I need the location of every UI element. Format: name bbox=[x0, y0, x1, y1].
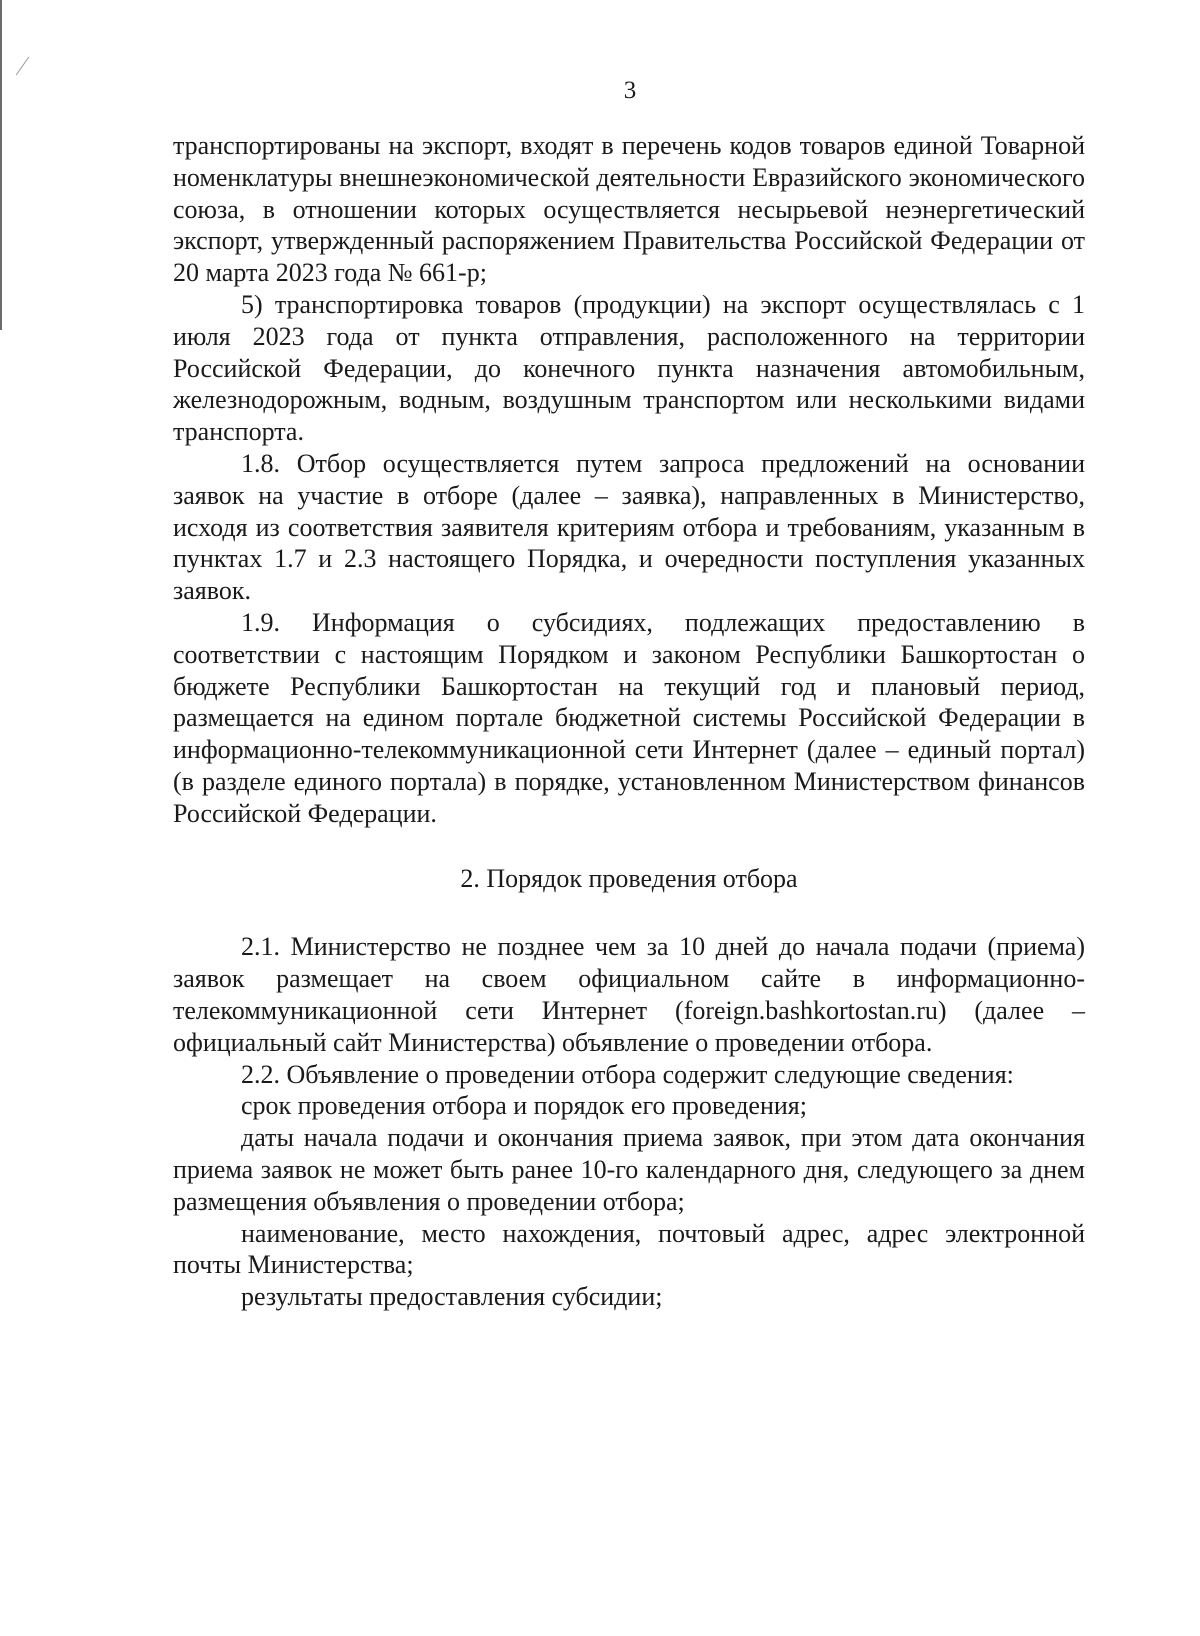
paragraph: 2.2. Объявление о проведении отбора содержит следующие сведения: bbox=[241, 1059, 1014, 1089]
paragraph: даты начала подачи и окончания приема заявок, при этом дата окончания приема заявок не может быть ранее 10-го календарного дня, следующего за днем размещения объявления о проведении отбора; bbox=[173, 1123, 1085, 1216]
scan-mark bbox=[16, 57, 29, 76]
page-number: 3 bbox=[623, 77, 637, 104]
paragraph: 2.1. Министерство не позднее чем за 10 дней до начала подачи (приема) заявок размещает на своем официальном сайте в информационно-телекоммуникационной сети Интернет (foreign.bashkortostan.ru) (далее – официальный сайт Министерства) объявление о проведении отбора. bbox=[173, 932, 1085, 1057]
paragraph: транспортированы на экспорт, входят в перечень кодов товаров единой Товарной номенклатуры внешнеэкономической деятельности Евразийского экономического союза, в отношении которых осуществляется несырьевой неэнергетический экспорт, утвержденный распоряжением Правительства Российской Федерации от 20 марта 2023 года № 661-р; bbox=[173, 131, 1085, 288]
section-heading: 2. Порядок проведения отбора bbox=[460, 863, 798, 893]
paragraph: 1.9. Информация о субсидиях, подлежащих предоставлению в соответствии с настоящим Порядком и законом Республики Башкортостан о бюджете Республики Башкортостан на текущий год и плановый период, размещается на едином портале бюджетной системы Российской Федерации в информационно-телекоммуникационной сети Интернет (далее – единый портал) (в разделе единого портала) в порядке, установленном Министерством финансов Российской Федерации. bbox=[173, 607, 1085, 828]
paragraph: срок проведения отбора и порядок его проведения; bbox=[241, 1091, 807, 1121]
paragraph: 5) транспортировка товаров (продукции) на экспорт осуществлялась с 1 июля 2023 года от пункта отправления, расположенного на территории Российской Федерации, до конечного пункта назначения автомобильным, железнодорожным, водным, воздушным транспортом или несколькими видами транспорта. bbox=[173, 289, 1085, 447]
paragraphs-after-heading bbox=[173, 931, 1085, 1313]
paragraphs-before-heading bbox=[173, 130, 1085, 830]
paragraph: результаты предоставления субсидии; bbox=[241, 1282, 663, 1312]
document-body bbox=[173, 130, 1085, 1313]
scan-edge-line bbox=[0, 0, 2, 330]
paragraph: наименование, место нахождения, почтовый адрес, адрес электронной почты Министерства; bbox=[173, 1218, 1085, 1280]
paragraph: 1.8. Отбор осуществляется путем запроса предложений на основании заявок на участие в отборе (далее – заявка), направленных в Министерство, исходя из соответствия заявителя критериям отбора и требованиям, указанным в пунктах 1.7 и 2.3 настоящего Порядка, и очередности поступления указанных заявок. bbox=[173, 448, 1085, 606]
